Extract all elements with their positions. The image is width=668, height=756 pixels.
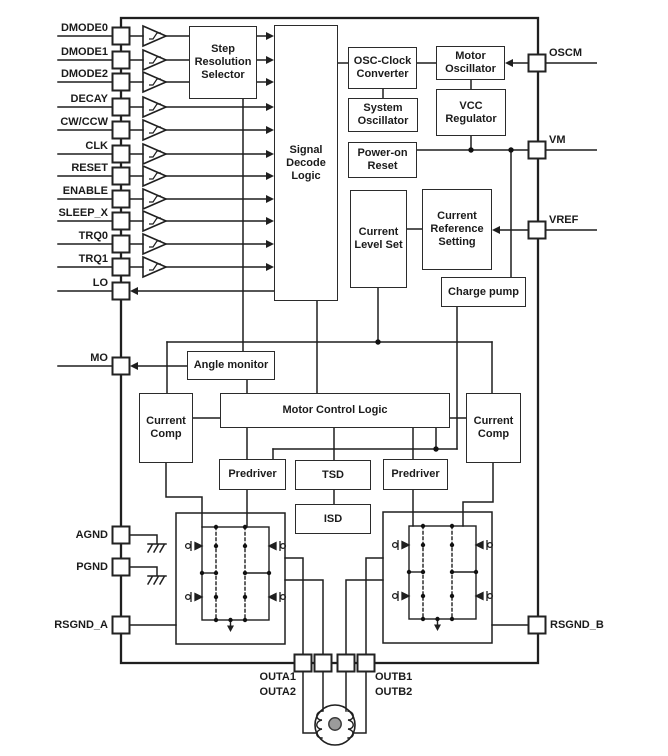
pin-label-outb2: OUTB2 — [375, 686, 413, 698]
pad-rsgnd-b — [529, 617, 546, 634]
schmitt-buffer-icons — [143, 26, 166, 277]
pad-vm — [529, 142, 546, 159]
pin-label-outb1: OUTB1 — [375, 671, 413, 683]
pad-vref — [529, 222, 546, 239]
h-bridge-b — [383, 512, 492, 643]
schmitt-buffer-icon — [143, 144, 166, 164]
schmitt-buffer-icon — [143, 189, 166, 209]
pad-enable — [113, 191, 130, 208]
block-system-oscillator: System Oscillator — [348, 98, 418, 132]
block-step-resolution-selector: Step Resolution Selector — [189, 26, 257, 99]
pin-label-rsgnd-a: RSGND_A — [54, 619, 108, 631]
pad-dmode1 — [113, 52, 130, 69]
block-tsd: TSD — [295, 460, 371, 490]
block-predriver-b: Predriver — [383, 459, 448, 490]
pad-mo — [113, 358, 130, 375]
pin-label-sleep-x: SLEEP_X — [58, 207, 108, 219]
pad-outa2 — [315, 655, 332, 672]
pad-clk — [113, 146, 130, 163]
pin-label-decay: DECAY — [70, 93, 108, 105]
h-bridge-junction-dots — [200, 524, 478, 622]
block-current-level-set: Current Level Set — [350, 190, 407, 288]
pad-outb1 — [338, 655, 355, 672]
pin-label-cwccw: CW/CCW — [60, 116, 108, 128]
pin-label-oscm: OSCM — [549, 47, 582, 59]
pin-label-vref: VREF — [549, 214, 579, 226]
block-vcc-regulator: VCC Regulator — [436, 89, 506, 136]
schmitt-buffer-icon — [143, 97, 166, 117]
schmitt-buffer-icon — [143, 211, 166, 231]
output-wires — [285, 558, 383, 655]
pad-rsgnd-a — [113, 617, 130, 634]
pin-label-trq0: TRQ0 — [78, 230, 108, 242]
pin-label-dmode2: DMODE2 — [60, 68, 108, 80]
block-current-comp-a: Current Comp — [139, 393, 193, 463]
pad-dmode2 — [113, 74, 130, 91]
pad-sleepx — [113, 213, 130, 230]
pad-oscm — [529, 55, 546, 72]
pin-label-dmode0: DMODE0 — [60, 22, 108, 34]
pad-trq0 — [113, 236, 130, 253]
motor-rotor-icon — [329, 718, 341, 730]
block-motor-oscillator: Motor Oscillator — [436, 46, 505, 80]
pin-label-clk: CLK — [85, 140, 108, 152]
pin-label-enable: ENABLE — [62, 185, 108, 197]
pin-label-lo: LO — [92, 277, 108, 289]
block-isd: ISD — [295, 504, 371, 534]
pad-agnd — [113, 527, 130, 544]
pad-lo — [113, 283, 130, 300]
pin-label-rsgnd-b: RSGND_B — [550, 619, 604, 631]
pad-outa1 — [295, 655, 312, 672]
pin-label-mo: MO — [90, 352, 108, 364]
block-angle-monitor: Angle monitor — [187, 351, 275, 380]
schmitt-buffer-icon — [143, 234, 166, 254]
pin-label-agnd: AGND — [75, 529, 108, 541]
charge-pump-wires — [273, 307, 457, 459]
schmitt-buffer-icon — [143, 26, 166, 46]
pin-label-reset: RESET — [71, 162, 108, 174]
schmitt-buffer-icon — [143, 257, 166, 277]
block-osc-clock-converter: OSC-Clock Converter — [348, 47, 417, 89]
pin-label-dmode1: DMODE1 — [60, 46, 108, 58]
block-current-reference-setting: Current Reference Setting — [422, 189, 492, 270]
h-bridge-transistors — [186, 524, 493, 622]
agnd-ground — [130, 535, 167, 552]
pad-dmode0 — [113, 28, 130, 45]
pad-outb2 — [358, 655, 375, 672]
block-charge-pump: Charge pump — [441, 277, 526, 307]
block-signal-decode-logic: Signal Decode Logic — [274, 25, 338, 301]
schmitt-buffer-icon — [143, 50, 166, 70]
block-power-on-reset: Power-on Reset — [348, 142, 417, 178]
srs-to-sdl-wires — [257, 36, 267, 82]
pad-trq1 — [113, 259, 130, 276]
schmitt-buffer-icon — [143, 120, 166, 140]
pad-reset — [113, 168, 130, 185]
pad-pgnd — [113, 559, 130, 576]
h-bridge-a — [176, 513, 285, 644]
pin-label-outa1: OUTA1 — [259, 671, 296, 683]
block-predriver-a: Predriver — [219, 459, 286, 490]
block-current-comp-b: Current Comp — [466, 393, 521, 463]
schmitt-buffer-icon — [143, 72, 166, 92]
pad-decay — [113, 99, 130, 116]
pin-label-pgnd: PGND — [76, 561, 108, 573]
pin-label-outa2: OUTA2 — [259, 686, 296, 698]
pin-label-trq1: TRQ1 — [78, 253, 108, 265]
block-motor-control-logic: Motor Control Logic — [220, 393, 450, 428]
pin-label-vm: VM — [549, 134, 566, 146]
schmitt-buffer-icon — [143, 166, 166, 186]
pad-cwccw — [113, 122, 130, 139]
pgnd-ground — [130, 567, 167, 584]
